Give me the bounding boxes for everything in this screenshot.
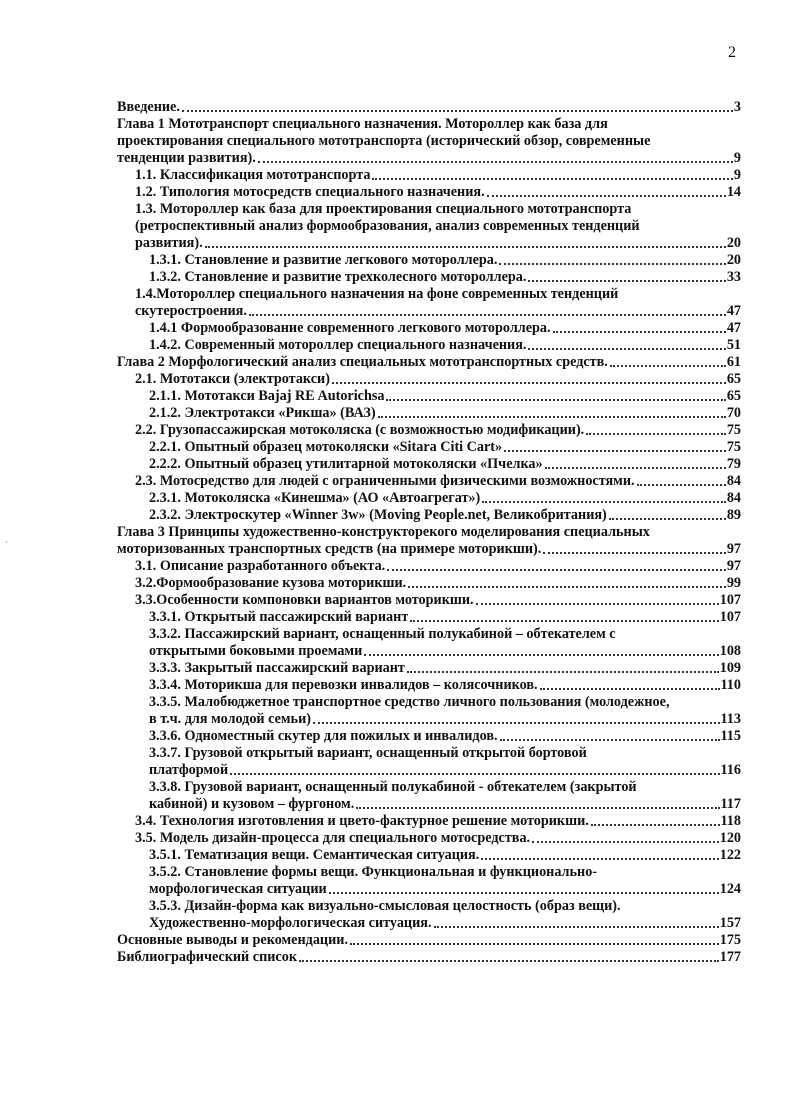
toc-entry-line: 1.4.Мотороллер специального назначения на фоне современных тенденций <box>135 286 619 302</box>
toc-entry-title: 3.5. Модель дизайн-процесса для специального мотосредства. <box>135 830 531 846</box>
dot-leader <box>586 433 726 435</box>
toc-entry-title: 2.3.1. Мотоколяска «Кинешма» (АО «Автоагрегат») <box>149 490 481 506</box>
toc-entry-last-line <box>135 575 741 592</box>
toc-entry-title: 1.3.2. Становление и развитие трехколесного мотороллера. <box>149 269 527 285</box>
toc-entry-title: 2.1.2. Электротакси «Рикша» (ВАЗ) <box>149 405 376 421</box>
toc-entry-page: 115 <box>720 728 741 744</box>
toc-entry <box>117 422 741 439</box>
dot-leader <box>540 688 720 690</box>
toc-entry <box>117 252 741 269</box>
dot-leader <box>378 416 726 418</box>
toc-entry-title: кабиной) и кузовом – фургоном. <box>149 796 355 812</box>
dot-leader <box>532 841 719 843</box>
dot-leader <box>356 807 719 809</box>
toc-entry <box>117 490 741 507</box>
toc-entry <box>117 626 741 660</box>
toc-entry-page: 20 <box>726 235 741 251</box>
dot-leader <box>313 722 720 724</box>
toc-entry-last-line <box>149 388 741 405</box>
toc-entry-title: открытыми боковыми проемами <box>149 643 363 659</box>
toc-entry-last-line <box>117 150 741 167</box>
dot-leader <box>553 331 726 333</box>
toc-entry-line: проектирования специального мототранспорта (исторический обзор, современные <box>117 133 651 149</box>
toc-entry-title: 2.2.1. Опытный образец мотоколяски «Sitara Citi Cart» <box>149 439 503 455</box>
dot-leader <box>487 195 726 197</box>
toc-entry-title: Художественно-морфологическая ситуация. <box>149 915 432 931</box>
dot-leader <box>205 246 726 248</box>
toc-entry-page: 157 <box>719 915 741 931</box>
toc-entry-title: 2.2.2. Опытный образец утилитарной мотоколяски «Пчелка» <box>149 456 543 472</box>
toc-entry-title: тенденции развития). <box>117 150 256 166</box>
toc-entry-page: 75 <box>726 422 741 438</box>
toc-entry-page: 47 <box>726 320 741 336</box>
toc-entry <box>117 660 741 677</box>
toc-entry <box>117 932 741 949</box>
toc-entry-last-line <box>149 337 741 354</box>
dot-leader <box>364 654 718 656</box>
toc-entry-page: 14 <box>726 184 741 200</box>
toc-entry-page: 124 <box>719 881 741 897</box>
toc-entry-last-line <box>149 252 741 269</box>
toc-entry-title: 2.3.2. Электроскутер «Winner 3w» (Moving People.net, Великобритания) <box>149 507 607 523</box>
toc-entry-last-line <box>135 303 741 320</box>
toc-entry-page: 175 <box>719 932 741 948</box>
toc-entry-title: в т.ч. для молодой семьи) <box>149 711 311 727</box>
toc-entry-title: 1.3.1. Становление и развитие легкового мотороллера. <box>149 252 498 268</box>
dot-leader <box>386 399 725 401</box>
toc-entry-line: 3.3.2. Пассажирский вариант, оснащенный полукабиной – обтекателем с <box>149 626 616 642</box>
toc-entry <box>117 677 741 694</box>
toc-entry-page: 9 <box>733 150 741 166</box>
toc-entry-title: Основные выводы и рекомендации. <box>117 932 348 948</box>
toc-entry-title: Библиографический список <box>117 949 297 965</box>
toc-entry-title: морфологическая ситуации <box>149 881 327 897</box>
toc-entry-title: 1.2. Типология мотосредств специального назначения. <box>135 184 485 200</box>
toc-entry <box>117 779 741 813</box>
toc-entry-last-line <box>135 422 741 439</box>
toc-entry-line: 3.3.7. Грузовой открытый вариант, оснащенный открытой бортовой <box>149 745 587 761</box>
toc-entry-last-line <box>135 473 741 490</box>
toc-entry <box>117 558 741 575</box>
dot-leader <box>545 467 726 469</box>
toc-entry <box>117 524 741 558</box>
toc-entry <box>117 949 741 966</box>
toc-entry-page: 110 <box>720 677 741 693</box>
toc-entry-last-line <box>149 762 741 779</box>
toc-entry-title: 3.3.6. Одноместный скутер для пожилых и инвалидов. <box>149 728 498 744</box>
toc-entry-title: моторизованных транспортных средств (на примере моторикши). <box>117 541 542 557</box>
toc-entry-last-line <box>149 439 741 456</box>
dot-leader <box>528 280 725 282</box>
dot-leader <box>372 178 732 180</box>
toc-entry-line: 3.3.5. Малобюджетное транспортное средство личного пользования (молодежное, <box>149 694 670 710</box>
toc-entry <box>117 184 741 201</box>
toc-entry-page: 117 <box>720 796 741 812</box>
toc-entry <box>117 201 741 252</box>
toc-entry-title: платформой <box>149 762 229 778</box>
toc-entry-page: 177 <box>719 949 741 965</box>
toc-entry-title: 3.3.4. Моторикша для перевозки инвалидов – колясочников. <box>149 677 538 693</box>
dot-leader <box>500 739 720 741</box>
toc-entry-last-line <box>149 320 741 337</box>
dot-leader <box>258 161 733 163</box>
dot-leader <box>476 603 719 605</box>
dot-leader <box>610 365 726 367</box>
toc-entry-last-line <box>135 592 741 609</box>
toc-entry <box>117 813 741 830</box>
toc-entry-last-line <box>135 813 741 830</box>
dot-leader <box>410 620 718 622</box>
dot-leader <box>230 773 719 775</box>
toc-entry-last-line <box>149 728 741 745</box>
toc-entry <box>117 116 741 167</box>
toc-entry <box>117 286 741 320</box>
toc-entry-last-line <box>135 830 741 847</box>
toc-entry-last-line <box>149 711 741 728</box>
dot-leader <box>182 110 733 112</box>
toc-entry-last-line <box>149 796 741 813</box>
toc-entry-last-line <box>149 915 741 932</box>
toc-entry-page: 47 <box>726 303 741 319</box>
toc-entry <box>117 99 741 116</box>
toc-entry-title: скутеростроения. <box>135 303 247 319</box>
toc-entry-line: 3.5.3. Дизайн-форма как визуально-смысловая целостность (образ вещи). <box>149 898 621 914</box>
toc-entry-page: 107 <box>719 592 741 608</box>
table-of-contents <box>117 99 741 966</box>
toc-entry-title: 3.3.1. Открытый пассажирский вариант <box>149 609 409 625</box>
toc-entry-page: 79 <box>726 456 741 472</box>
dot-leader <box>329 892 719 894</box>
toc-entry-page: 118 <box>720 813 741 829</box>
toc-entry-last-line <box>149 847 741 864</box>
toc-entry-last-line <box>149 660 741 677</box>
dot-leader <box>482 501 726 503</box>
toc-entry-page: 89 <box>726 507 741 523</box>
dot-leader <box>408 586 726 588</box>
toc-entry-title: 2.3. Мотосредство для людей с ограниченными физическими возможностями. <box>135 473 635 489</box>
toc-entry-title: 3.2.Формообразование кузова моторикши. <box>135 575 407 591</box>
toc-entry <box>117 864 741 898</box>
toc-entry-title: 3.1. Описание разработанного объекта. <box>135 558 386 574</box>
toc-entry-line: (ретроспективный анализ формообразования, анализ современных тенденций <box>135 218 640 234</box>
toc-entry <box>117 694 741 728</box>
toc-entry-page: 120 <box>719 830 741 846</box>
toc-entry-page: 20 <box>726 252 741 268</box>
toc-entry-page: 51 <box>726 337 741 353</box>
toc-entry-title: 2.1.1. Мототакси Bajaj RE Autorichsa <box>149 388 385 404</box>
toc-entry-page: 65 <box>726 371 741 387</box>
toc-entry-last-line <box>117 354 741 371</box>
toc-entry <box>117 473 741 490</box>
toc-entry-page: 116 <box>720 762 741 778</box>
toc-entry <box>117 388 741 405</box>
dot-leader <box>499 263 725 265</box>
dot-leader <box>434 926 719 928</box>
toc-entry <box>117 337 741 354</box>
toc-entry-page: 75 <box>726 439 741 455</box>
dot-leader <box>407 671 719 673</box>
dot-leader <box>249 314 726 316</box>
toc-entry-last-line <box>135 235 741 252</box>
toc-entry-title: 1.4.1 Формообразование современного легкового мотороллера. <box>149 320 551 336</box>
toc-entry-last-line <box>149 643 741 660</box>
toc-entry-page: 61 <box>726 354 741 370</box>
toc-entry-page: 97 <box>726 558 741 574</box>
toc-entry-last-line <box>117 949 741 966</box>
toc-entry-page: 97 <box>726 541 741 557</box>
toc-entry-page: 65 <box>726 388 741 404</box>
toc-entry-page: 84 <box>726 473 741 489</box>
toc-entry-last-line <box>149 405 741 422</box>
toc-entry-last-line <box>149 456 741 473</box>
toc-entry <box>117 745 741 779</box>
toc-entry-title: 1.1. Классификация мототранспорта <box>135 167 371 183</box>
toc-entry-last-line <box>135 371 741 388</box>
toc-entry-page: 99 <box>726 575 741 591</box>
toc-entry-page: 108 <box>719 643 741 659</box>
toc-entry-last-line <box>149 269 741 286</box>
toc-entry-page: 122 <box>719 847 741 863</box>
toc-entry <box>117 439 741 456</box>
toc-entry <box>117 354 741 371</box>
toc-entry <box>117 456 741 473</box>
toc-entry-title: 2.1. Мототакси (электротакси) <box>135 371 330 387</box>
toc-entry-last-line <box>149 609 741 626</box>
toc-entry-title: 2.2. Грузопассажирская мотоколяска (с возможностью модификации). <box>135 422 585 438</box>
toc-entry <box>117 371 741 388</box>
toc-entry-title: Глава 2 Морфологический анализ специальных мототранспортных средств. <box>117 354 608 370</box>
toc-entry <box>117 830 741 847</box>
toc-entry-title: 3.3.Особенности компоновки вариантов моторикши. <box>135 592 474 608</box>
dot-leader <box>528 348 725 350</box>
toc-entry <box>117 575 741 592</box>
toc-entry-last-line <box>149 507 741 524</box>
toc-entry-last-line <box>149 881 741 898</box>
toc-entry-page: 109 <box>719 660 741 676</box>
toc-entry <box>117 507 741 524</box>
toc-entry <box>117 609 741 626</box>
toc-entry-page: 33 <box>726 269 741 285</box>
toc-entry <box>117 167 741 184</box>
toc-entry-line: 3.3.8. Грузовой вариант, оснащенный полукабиной - обтекателем (закрытой <box>149 779 637 795</box>
toc-entry-page: 84 <box>726 490 741 506</box>
toc-entry-line: 1.3. Мотороллер как база для проектирования специального мототранспорта <box>135 201 632 217</box>
toc-entry-line: Глава 3 Принципы художественно-конструкторекого моделирования специальных <box>117 524 650 540</box>
toc-entry-title: 3.5.1. Тематизация вещи. Семантическая ситуация. <box>149 847 480 863</box>
toc-entry <box>117 728 741 745</box>
dot-leader <box>504 450 726 452</box>
dot-leader <box>637 484 726 486</box>
dot-leader <box>543 552 726 554</box>
toc-entry-last-line <box>117 932 741 949</box>
toc-entry-last-line <box>135 167 741 184</box>
margin-mark: ` <box>5 540 8 550</box>
toc-entry-page: 9 <box>733 167 741 183</box>
dot-leader <box>591 824 720 826</box>
toc-entry-last-line <box>135 558 741 575</box>
toc-entry-last-line <box>149 490 741 507</box>
toc-entry <box>117 320 741 337</box>
toc-entry-last-line <box>117 99 741 116</box>
toc-entry-title: развития). <box>135 235 203 251</box>
toc-entry-page: 3 <box>733 99 741 115</box>
toc-entry-line: 3.5.2. Становление формы вещи. Функциональная и функционально- <box>149 864 598 880</box>
toc-entry <box>117 847 741 864</box>
toc-entry <box>117 592 741 609</box>
toc-entry-title: 3.3.3. Закрытый пассажирский вариант <box>149 660 405 676</box>
dot-leader <box>299 960 719 962</box>
toc-entry-last-line <box>117 541 741 558</box>
dot-leader <box>481 858 718 860</box>
toc-entry-line: Глава 1 Мототранспорт специального назначения. Мотороллер как база для <box>117 116 608 132</box>
dot-leader <box>350 943 719 945</box>
toc-entry-last-line <box>149 677 741 694</box>
dot-leader <box>387 569 726 571</box>
toc-entry-page: 70 <box>726 405 741 421</box>
toc-entry <box>117 405 741 422</box>
toc-entry-title: Введение. <box>117 99 180 115</box>
toc-entry-title: 1.4.2. Современный мотороллер специального назначения. <box>149 337 527 353</box>
toc-entry-page: 113 <box>720 711 741 727</box>
toc-entry <box>117 269 741 286</box>
page-number: 2 <box>728 44 736 61</box>
toc-entry-last-line <box>135 184 741 201</box>
dot-leader <box>332 382 726 384</box>
toc-entry-page: 107 <box>719 609 741 625</box>
toc-entry-title: 3.4. Технология изготовления и цвето-фактурное решение моторикши. <box>135 813 589 829</box>
dot-leader <box>609 518 726 520</box>
toc-entry <box>117 898 741 932</box>
